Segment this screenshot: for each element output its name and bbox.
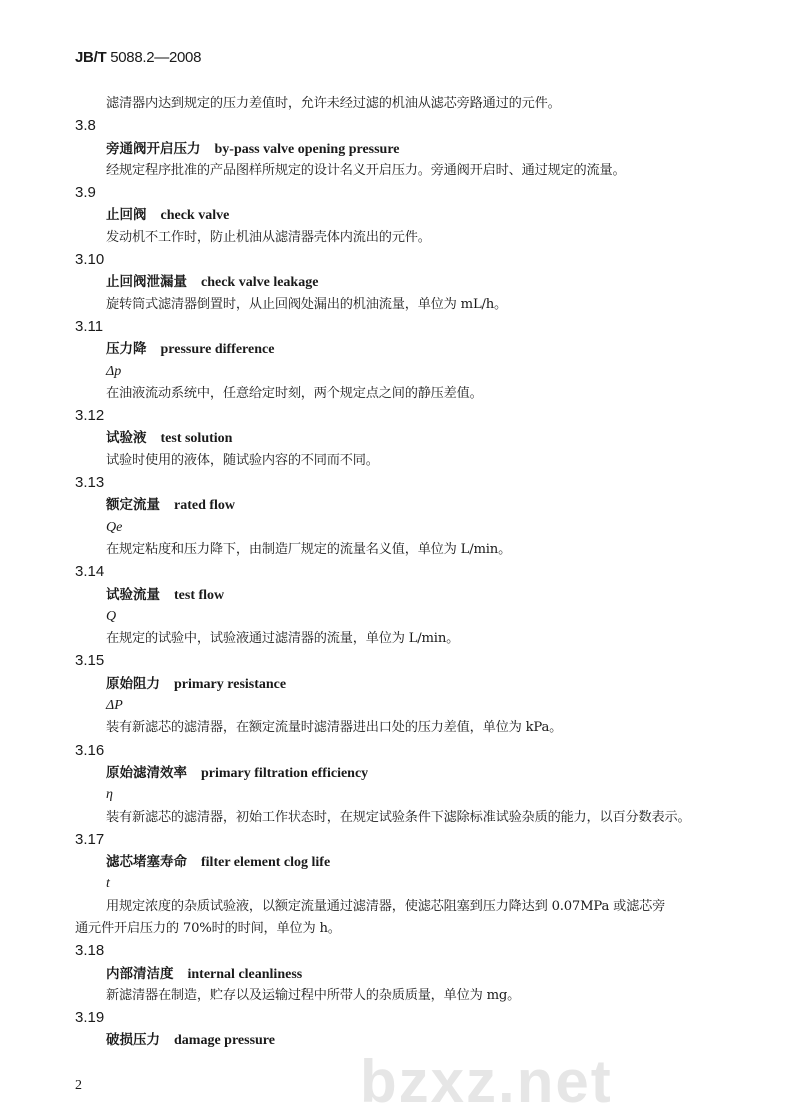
section-number: 3.8 xyxy=(75,117,96,135)
term-symbol: t xyxy=(106,876,110,892)
section-number: 3.14 xyxy=(75,563,105,581)
intro-text: 滤清器内达到规定的压力差值时，允许未经过滤的机油从滤芯旁路通过的元件。 xyxy=(106,96,561,111)
term-definition: 在规定粘度和压力降下，由制造厂规定的流量名义值，单位为 L/min。 xyxy=(106,541,512,557)
term-entry xyxy=(75,561,735,650)
section-number: 3.15 xyxy=(75,652,105,670)
term-chinese: 原始滤清效率 xyxy=(106,764,187,781)
term-entry xyxy=(75,249,735,316)
term-chinese: 原始阻力 xyxy=(106,675,160,692)
document-body xyxy=(75,93,735,1052)
term-definition: 装有新滤芯的滤清器，初始工作状态时，在规定试验条件下滤除标准试验杂质的能力，以百分数表示。 xyxy=(106,809,691,825)
term-entry xyxy=(75,1007,735,1052)
term-chinese: 压力降 xyxy=(106,341,147,358)
watermark: bzxz.net xyxy=(360,1048,613,1115)
section-number: 3.19 xyxy=(75,1009,105,1027)
term-entry xyxy=(75,472,735,561)
term-definition: 在规定的试验中，试验液通过滤清器的流量，单位为 L/min。 xyxy=(106,631,460,647)
section-number: 3.10 xyxy=(75,251,105,269)
section-number: 3.13 xyxy=(75,474,105,492)
term-chinese: 内部清洁度 xyxy=(106,965,174,982)
term-english: by-pass valve opening pressure xyxy=(214,141,400,157)
term-chinese: 试验液 xyxy=(106,430,147,447)
term-symbol: η xyxy=(106,787,113,803)
term-definition: 经规定程序批准的产品图样所规定的设计名义开启压力。旁通阀开启时、通过规定的流量。 xyxy=(106,162,626,178)
term-entry xyxy=(75,740,735,829)
term-definition: 发动机不工作时，防止机油从滤清器壳体内流出的元件。 xyxy=(106,229,431,245)
term-definition: 新滤清器在制造，贮存以及运输过程中所带人的杂质质量，单位为 mg。 xyxy=(106,987,521,1003)
term-entry xyxy=(75,829,735,940)
term-english: primary resistance xyxy=(174,676,287,692)
term-heading xyxy=(75,204,735,226)
term-definition: 通元件开启压力的 70%时的时间，单位为 h。 xyxy=(75,920,341,936)
term-symbol: Q xyxy=(106,608,117,624)
term-entry xyxy=(75,182,735,249)
term-heading xyxy=(75,762,735,784)
term-english: pressure difference xyxy=(160,342,275,358)
term-heading xyxy=(75,138,735,160)
section-number: 3.11 xyxy=(75,317,104,335)
term-definition: 试验时使用的液体，随试验内容的不同而不同。 xyxy=(106,452,379,468)
term-entry xyxy=(75,940,735,1007)
term-definition: 用规定浓度的杂质试验液，以额定流量通过滤清器，使滤芯阻塞到压力降达到 0.07MPa 或滤芯旁 xyxy=(106,898,666,914)
term-heading xyxy=(75,673,735,695)
section-number: 3.17 xyxy=(75,830,105,848)
term-symbol: ΔP xyxy=(106,698,123,714)
term-english: rated flow xyxy=(174,498,236,514)
term-chinese: 止回阀泄漏量 xyxy=(106,274,187,291)
term-english: damage pressure xyxy=(174,1033,275,1049)
term-heading xyxy=(75,851,735,873)
term-english: primary filtration efficiency xyxy=(201,765,369,781)
term-entry xyxy=(75,316,735,405)
section-number: 3.18 xyxy=(75,942,105,960)
term-english: internal cleanliness xyxy=(187,966,303,982)
term-heading xyxy=(75,338,735,360)
term-heading xyxy=(75,963,735,985)
standard-header xyxy=(75,49,201,66)
term-heading xyxy=(75,584,735,606)
term-chinese: 滤芯堵塞寿命 xyxy=(106,854,187,871)
section-number: 3.12 xyxy=(75,407,105,425)
term-chinese: 旁通阀开启压力 xyxy=(106,140,201,157)
term-entry xyxy=(75,115,735,182)
term-symbol: Δp xyxy=(106,363,122,379)
term-definition: 在油液流动系统中，任意给定时刻，两个规定点之间的静压差值。 xyxy=(106,385,483,401)
term-english: check valve leakage xyxy=(201,275,319,291)
term-english: test solution xyxy=(160,431,233,447)
term-heading xyxy=(75,271,735,293)
term-entry xyxy=(75,650,735,739)
term-english: filter element clog life xyxy=(201,855,331,871)
term-chinese: 试验流量 xyxy=(106,586,160,603)
section-number: 3.9 xyxy=(75,184,96,202)
standard-number: 5088.2—2008 xyxy=(110,49,202,66)
term-chinese: 额定流量 xyxy=(106,497,160,514)
term-english: check valve xyxy=(160,208,230,224)
term-entry xyxy=(75,405,735,472)
term-english: test flow xyxy=(174,587,225,603)
term-heading xyxy=(75,494,735,516)
term-heading xyxy=(75,427,735,449)
section-number: 3.16 xyxy=(75,741,105,759)
term-definition: 旋转筒式滤清器倒置时，从止回阀处漏出的机油流量，单位为 mL/h。 xyxy=(106,296,508,312)
term-symbol: Qe xyxy=(106,519,123,535)
standard-prefix: JB/T xyxy=(75,49,107,66)
term-chinese: 止回阀 xyxy=(106,207,147,224)
page-number: 2 xyxy=(75,1078,82,1093)
term-chinese: 破损压力 xyxy=(106,1032,160,1049)
term-definition: 装有新滤芯的滤清器，在额定流量时滤清器进出口处的压力差值，单位为 kPa。 xyxy=(106,720,563,736)
